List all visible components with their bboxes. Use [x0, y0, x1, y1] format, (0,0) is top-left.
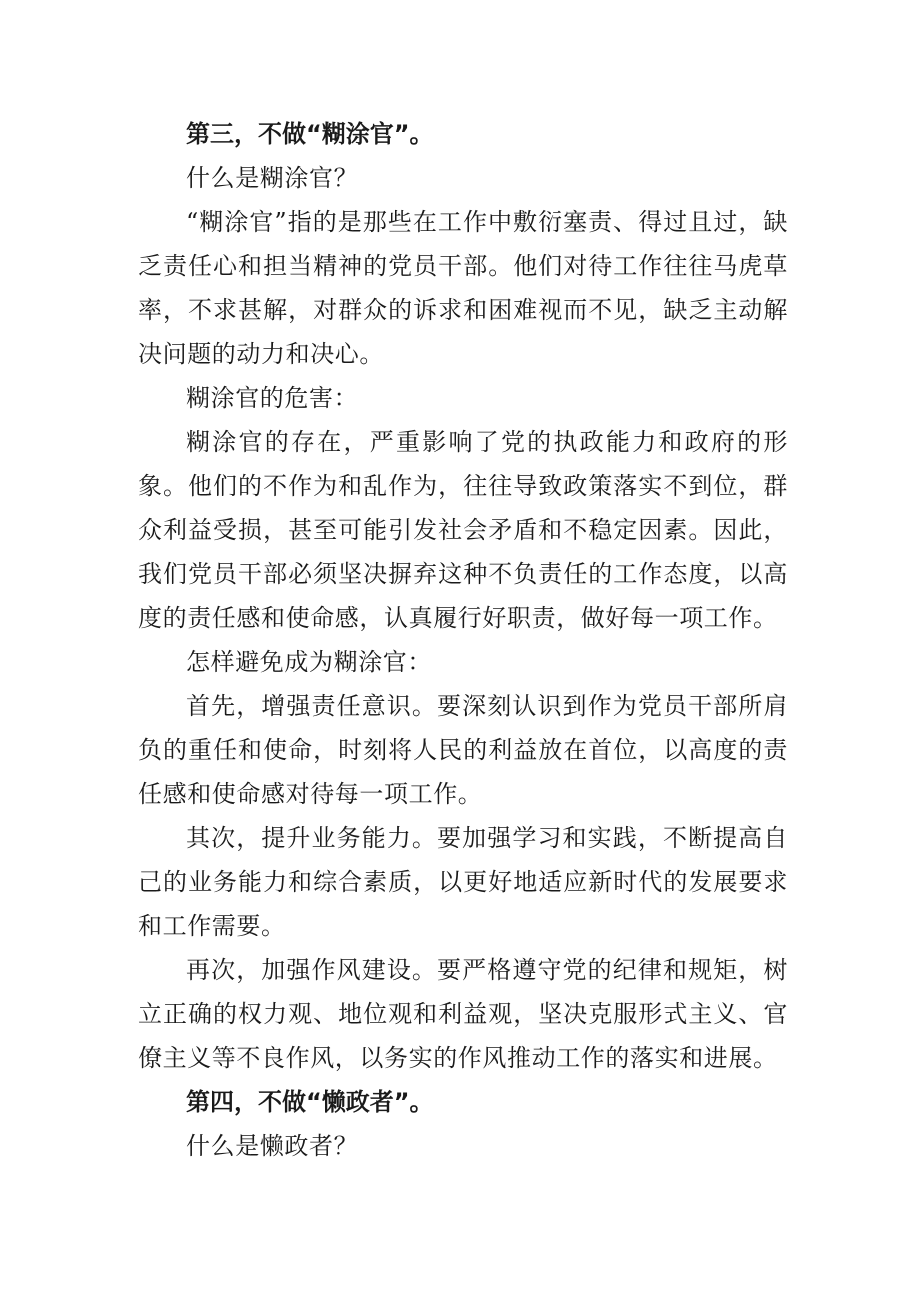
section-heading-fourth: 第四，不做“懒政者”。 — [186, 1088, 434, 1116]
subheading-what-is: 什么是糊涂官？ — [186, 164, 359, 192]
paragraph-harm: 糊涂官的存在，严重影响了党的执政能力和政府的形象。他们的不作为和乱作为，往往导致政策落实不到位，群众利益受损，甚至可能引发社会矛盾和不稳定因素。因此，我们党员干部必须坚决摒弃这种不负责任的工作态度，以高度的责任感和使命感，认真履行好职责，做好每一项工作。 — [138, 428, 788, 632]
paragraph-definition: “糊涂官”指的是那些在工作中敷衍塞责、得过且过，缺乏责任心和担当精神的党员干部。他们对待工作往往马虎草率，不求甚解，对群众的诉求和困难视而不见，缺乏主动解决问题的动力和决心。 — [138, 208, 788, 368]
paragraph-second: 其次，提升业务能力。要加强学习和实践，不断提高自己的业务能力和综合素质，以更好地适应新时代的发展要求和工作需要。 — [138, 824, 788, 940]
paragraph-third: 再次，加强作风建设。要严格遵守党的纪律和规矩，树立正确的权力观、地位观和利益观，坚决克服形式主义、官僚主义等不良作风，以务实的作风推动工作的落实和进展。 — [138, 956, 788, 1072]
subheading-harm: 糊涂官的危害： — [186, 384, 359, 412]
subheading-how-to-avoid: 怎样避免成为糊涂官： — [186, 648, 432, 676]
subheading-what-is-lazy: 什么是懒政者？ — [186, 1132, 359, 1160]
section-heading-third: 第三，不做“糊涂官”。 — [186, 120, 434, 148]
document-body — [138, 112, 788, 1168]
paragraph-first: 首先，增强责任意识。要深刻认识到作为党员干部所肩负的重任和使命，时刻将人民的利益放在首位，以高度的责任感和使命感对待每一项工作。 — [138, 692, 788, 808]
